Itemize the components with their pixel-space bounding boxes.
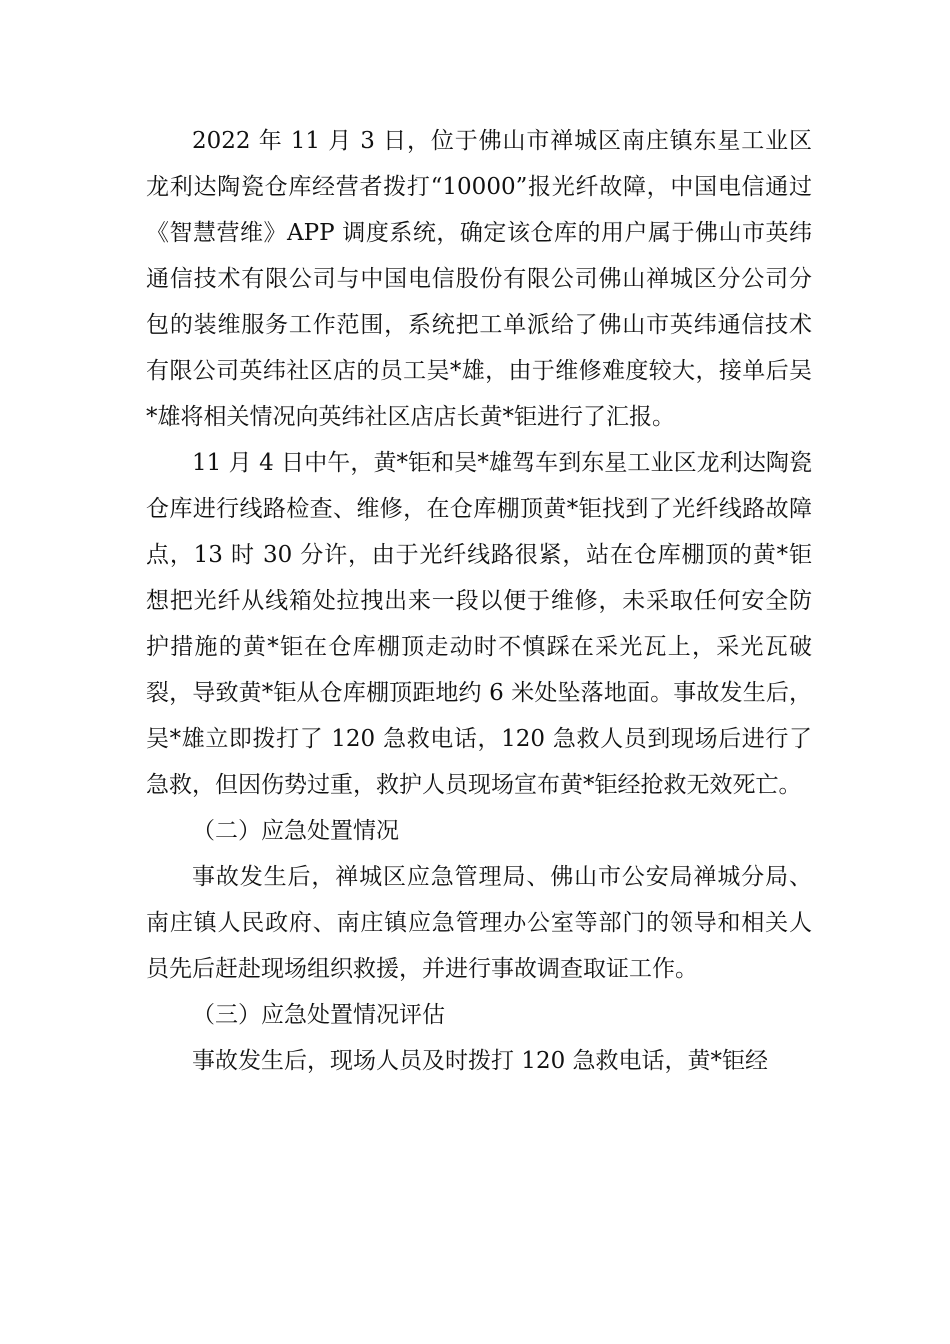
paragraph-incident-report: 2022 年 11 月 3 日，位于佛山市禅城区南庄镇东星工业区龙利达陶瓷仓库经营者拨打“10000”报光纤故障，中国电信通过《智慧营维》APP 调度系统，确定该仓库的用户属于佛山市英纬通信技术有限公司与中国电信股份有限公司佛山禅城区分公司分包的装维服务工作范围，系统把工单派给了佛山市英纬通信技术有限公司英纬社区店的员工吴*雄，由于维修难度较大，接单后吴*雄将相关情况向英纬社区店店长黄*钜进行了汇报。 (146, 128, 812, 430)
section-heading-emergency-response: （二）应急处置情况 (192, 818, 399, 844)
section-heading-response-evaluation: （三）应急处置情况评估 (192, 1002, 445, 1028)
paragraph-incident-details: 11 月 4 日中午，黄*钜和吴*雄驾车到东星工业区龙利达陶瓷仓库进行线路检查、维修，在仓库棚顶黄*钜找到了光纤线路故障点，13 时 30 分许，由于光纤线路很紧，站在仓库棚顶的黄*钜想把光纤从线箱处拉拽出来一段以便于维修，未采取任何安全防护措施的黄*钜在仓库棚顶走动时不慎踩在采光瓦上，采光瓦破裂，导致黄*钜从仓库棚顶距地约 6 米处坠落地面。事故发生后，吴*雄立即拨打了 120 急救电话，120 急救人员到现场后进行了急救，但因伤势过重，救护人员现场宣布黄*钜经抢救无效死亡。 (146, 450, 812, 798)
document-body (146, 118, 812, 1084)
paragraph-emergency-response: 事故发生后，禅城区应急管理局、佛山市公安局禅城分局、南庄镇人民政府、南庄镇应急管理办公室等部门的领导和相关人员先后赶赴现场组织救援，并进行事故调查取证工作。 (146, 864, 812, 982)
paragraph-response-evaluation: 事故发生后，现场人员及时拨打 120 急救电话，黄*钜经 (192, 1048, 769, 1074)
